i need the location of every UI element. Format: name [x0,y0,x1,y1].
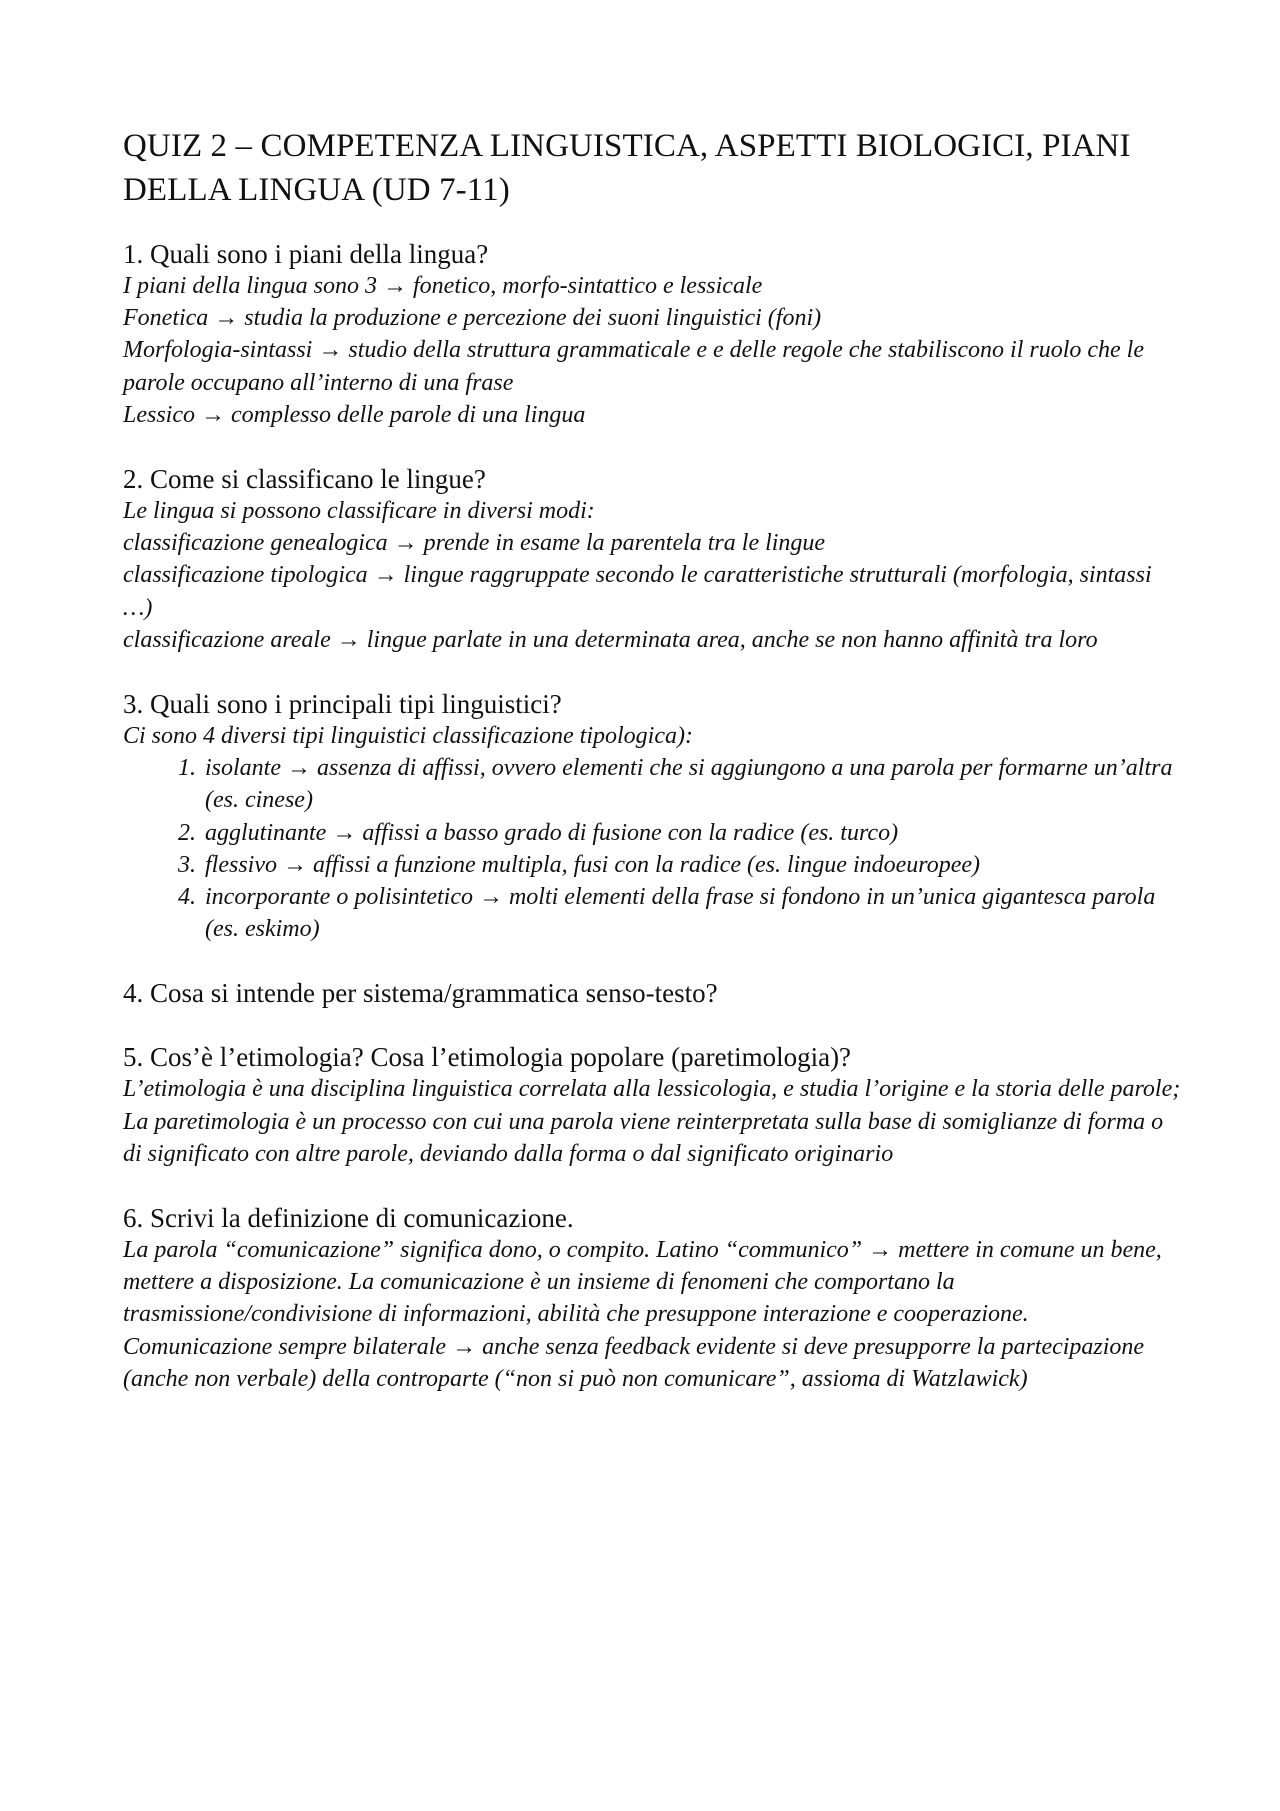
question-title: 4. Cosa si intende per sistema/grammatica senso-testo? [123,978,718,1009]
answer-block [123,720,1183,752]
question-2 [123,463,1183,656]
answer-line: L’etimologia è una disciplina linguistica correlata alla lessicologia, e studia l’origine e la storia delle parole; [123,1076,1181,1103]
question-title: 6. Scrivi la definizione di comunicazione. [123,1203,574,1234]
question-6 [123,1202,1183,1395]
linguistic-types-list [123,752,1183,945]
answer-line: Comunicazione sempre bilaterale → anche senza feedback evidente si deve presupporre la partecipazione (anche non verbale) della controparte (“non si può non comunicare”, assioma di Watzlawick) [123,1333,1145,1392]
question-3 [123,688,1183,945]
answer-block [123,1073,1183,1170]
document-title: QUIZ 2 – COMPETENZA LINGUISTICA, ASPETTI BIOLOGICI, PIANI DELLA LINGUA (UD 7-11) [123,128,1131,208]
question-title: 3. Quali sono i principali tipi linguistici? [123,689,562,720]
answer-line: classificazione areale → lingue parlate in una determinata area, anche se non hanno affinità tra loro [123,626,1098,653]
answer-block [123,1234,1183,1395]
answer-line: I piani della lingua sono 3 → fonetico, morfo-sintattico e lessicale [123,273,763,299]
question-title: 2. Come si classificano le lingue? [123,464,486,495]
answer-line: Morfologia-sintassi → studio della struttura grammaticale e e delle regole che stabiliscono il ruolo che le parole occupano all’interno di una frase [123,337,1144,396]
question-5 [123,1041,1183,1170]
answer-line: Fonetica → studia la produzione e percezione dei suoni linguistici (foni) [123,305,822,332]
answer-line: Le lingua si possono classificare in diversi modi: [123,498,595,525]
answer-line: La parola “comunicazione” significa dono, o compito. Latino “communico” → mettere in comune un bene, mettere a disposizione. La comunicazione è un insieme di fenomeni che comportano la trasmissione/condivisione di informazioni, abilità che presuppone interazione e cooperazione. [123,1237,1162,1328]
question-1 [123,238,1183,431]
list-item: 2. agglutinante → affissi a basso grado di fusione con la radice (es. turco) [202,817,1183,849]
list-item: 4. incorporante o polisintetico → molti elementi della frase si fondono in un’unica gigantesca parola (es. eskimo) [202,881,1183,945]
answer-line: Lessico → complesso delle parole di una lingua [123,401,586,428]
answer-block [123,495,1183,656]
document-page [123,124,1183,1427]
answer-line: La paretimologia è un processo con cui una parola viene reinterpretata sulla base di somiglianze di forma o di significato con altre parole, deviando dalla forma o dal significato originario [123,1108,1164,1167]
answer-block [123,270,1183,431]
list-item: 3. flessivo → affissi a funzione multipla, fusi con la radice (es. lingue indoeuropee) [202,849,1183,881]
question-title: 1. Quali sono i piani della lingua? [123,239,489,269]
question-title: 5. Cos’è l’etimologia? Cosa l’etimologia popolare (paretimologia)? [123,1042,852,1073]
list-item: 1. isolante → assenza di affissi, ovvero elementi che si aggiungono a una parola per formarne un’altra (es. cinese) [202,752,1183,816]
answer-line: classificazione tipologica → lingue raggruppate secondo le caratteristiche strutturali (morfologia, sintassi …) [123,562,1152,621]
answer-line: Ci sono 4 diversi tipi linguistici classificazione tipologica): [123,723,693,750]
answer-line: classificazione genealogica → prende in esame la parentela tra le lingue [123,530,826,557]
question-4 [123,977,1183,1009]
